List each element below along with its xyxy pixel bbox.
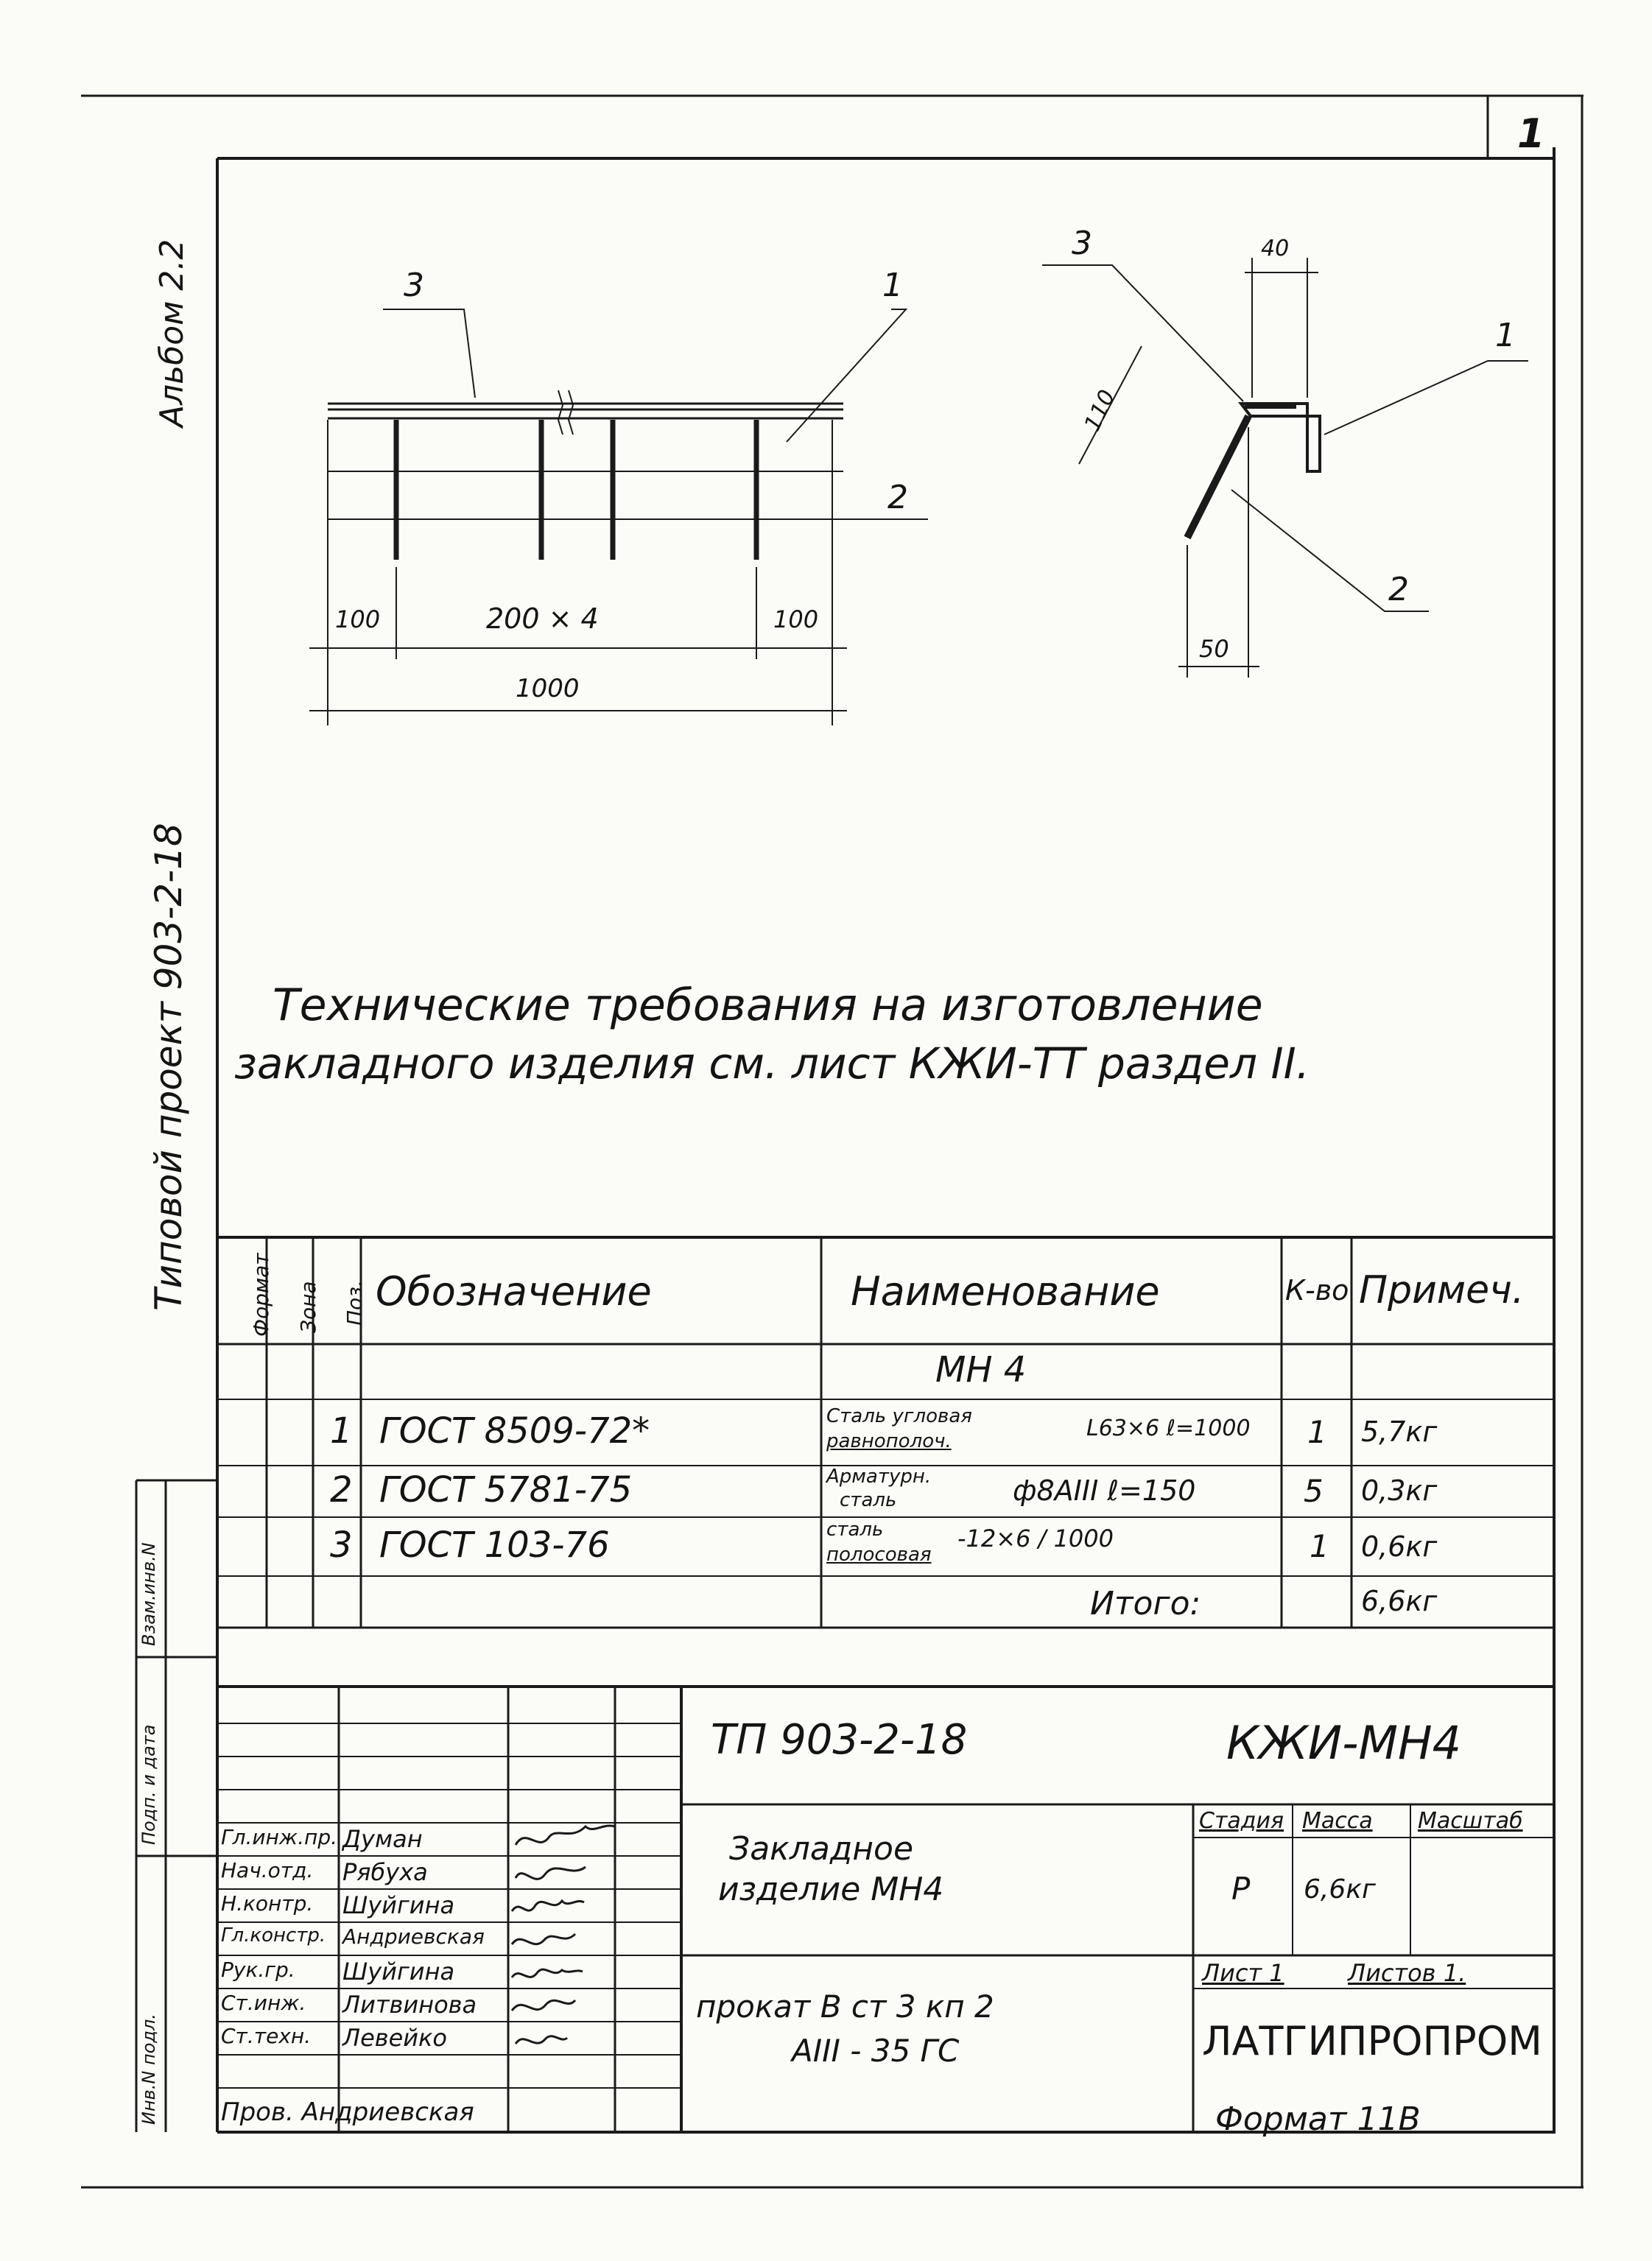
row1-name-top: Сталь угловая	[826, 1405, 972, 1427]
sheet-label: Лист 1	[1202, 1959, 1284, 1987]
stamp-replace-label: Взам.инв.N	[138, 1542, 159, 1646]
item-name-line1: Закладное	[729, 1830, 914, 1868]
row1-name-right: L63×6 ℓ=1000	[1086, 1416, 1251, 1441]
project-code: ТП 903-2-18	[711, 1716, 968, 1764]
section-pos-3-label: 3	[1072, 225, 1092, 262]
row3-qty: 1	[1310, 1528, 1329, 1564]
sheet-code: КЖИ-МН4	[1226, 1716, 1462, 1770]
stage-header: Стадия	[1199, 1808, 1284, 1834]
row1-name-bottom: равнополоч.	[826, 1430, 952, 1452]
row2-note: 0,3кг	[1361, 1474, 1438, 1507]
signature-name: Шуйгина	[342, 1891, 455, 1919]
signature-name: Андриевская	[342, 1924, 485, 1949]
front-dim-200x4: 200 × 4	[486, 602, 599, 635]
row3-name-right: -12×6 / 1000	[957, 1525, 1114, 1553]
row3-name-top: сталь	[826, 1519, 884, 1541]
section-pos-2-label: 2	[1388, 571, 1409, 608]
row2-name-top: Арматурн.	[826, 1466, 932, 1488]
section-dim-50: 50	[1199, 635, 1229, 663]
signature-role: Н.контр.	[221, 1891, 314, 1916]
total-value: 6,6кг	[1361, 1585, 1438, 1617]
mass-value: 6,6кг	[1304, 1874, 1376, 1905]
material-line2: АIII - 35 ГС	[792, 2033, 960, 2069]
row2-qty: 5	[1304, 1473, 1324, 1509]
front-pos-3-label: 3	[404, 267, 424, 304]
row3-designation: ГОСТ 103-76	[379, 1525, 610, 1566]
signature-role: Ст.инж.	[221, 1991, 306, 2015]
stamp-inv-label: Инв.N подл.	[138, 2014, 159, 2125]
material-line1: прокат В ст 3 кп 2	[696, 1989, 994, 2025]
front-pos-2-label: 2	[887, 479, 908, 516]
front-pos-1-label: 1	[882, 267, 903, 304]
row3-pos: 3	[330, 1525, 353, 1566]
corner-mark: 1	[1517, 110, 1545, 157]
checked-by: Пров. Андриевская	[221, 2098, 474, 2127]
stage-value: Р	[1231, 1871, 1251, 1907]
row2-pos: 2	[330, 1469, 353, 1511]
row2-name-bottom: сталь	[840, 1489, 897, 1511]
signature-role: Рук.гр.	[221, 1958, 295, 1982]
total-label: Итого:	[1090, 1585, 1201, 1622]
group-title: МН 4	[935, 1349, 1027, 1390]
row1-pos: 1	[330, 1410, 353, 1452]
row1-qty: 1	[1307, 1414, 1327, 1450]
mass-header: Масса	[1302, 1808, 1373, 1834]
row1-designation: ГОСТ 8509-72*	[379, 1410, 650, 1452]
album-label: Альбом 2.2	[153, 239, 191, 427]
row2-name-right: ф8АIII ℓ=150	[1013, 1474, 1196, 1507]
header-name: Наименование	[851, 1268, 1160, 1315]
signature-name: Литвинова	[342, 1991, 477, 2019]
row2-designation: ГОСТ 5781-75	[379, 1469, 633, 1511]
signature-name: Рябуха	[342, 1858, 428, 1886]
section-dim-110: 110	[1079, 386, 1121, 435]
row3-note: 0,6кг	[1361, 1530, 1438, 1563]
header-note: Примеч.	[1359, 1268, 1525, 1312]
row1-note: 5,7кг	[1361, 1416, 1438, 1448]
header-format: Формат	[249, 1253, 273, 1337]
header-zone: Зона	[296, 1281, 320, 1333]
format-label: Формат 11В	[1215, 2100, 1421, 2138]
sheets-label: Листов 1.	[1348, 1959, 1466, 1987]
organization-name: ЛАТГИПРОПРОМ	[1202, 2018, 1542, 2064]
signature-name: Левейко	[342, 2024, 447, 2052]
scale-header: Масштаб	[1418, 1808, 1523, 1834]
row3-name-bottom: полосовая	[826, 1544, 932, 1566]
header-qty: К-во	[1285, 1274, 1349, 1307]
front-dim-1000: 1000	[516, 674, 580, 703]
signature-name: Шуйгина	[342, 1958, 455, 1986]
section-dim-40: 40	[1261, 236, 1290, 261]
signature-role: Ст.техн.	[221, 2024, 312, 2048]
technical-note-line1: Технические требования на изготовление	[273, 980, 1263, 1031]
item-name-line2: изделие МН4	[718, 1871, 944, 1908]
signature-role: Гл.констр.	[221, 1924, 326, 1947]
stamp-sign-label: Подп. и дата	[138, 1724, 159, 1845]
signature-name: Думан	[342, 1825, 423, 1853]
header-designation: Обозначение	[376, 1268, 652, 1315]
project-label: Типовой проект 903-2-18	[147, 823, 190, 1311]
section-pos-1-label: 1	[1495, 317, 1516, 354]
front-dim-100-left: 100	[335, 605, 381, 633]
front-dim-100-right: 100	[773, 605, 819, 633]
technical-note-line2: закладного изделия см. лист КЖИ-ТТ раздел II.	[234, 1038, 1310, 1089]
header-pos: Поз.	[342, 1280, 367, 1326]
signature-role: Нач.отд.	[221, 1858, 314, 1882]
signature-role: Гл.инж.пр.	[221, 1825, 338, 1849]
